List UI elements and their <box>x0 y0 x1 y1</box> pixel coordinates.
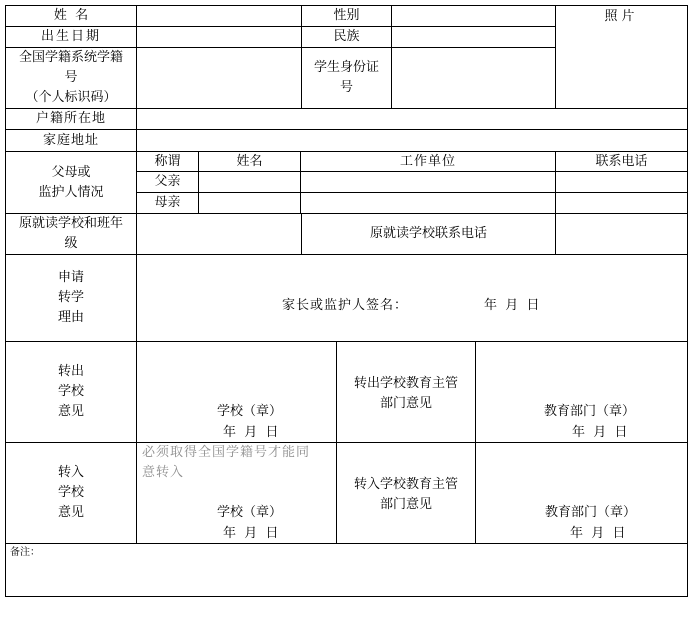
father-label: 父亲 <box>136 171 199 193</box>
father-work-field[interactable] <box>300 171 556 193</box>
out-edu-label: 转出学校教育主管 部门意见 <box>336 341 476 443</box>
home-address-label: 家庭地址 <box>5 129 137 152</box>
prev-school-phone-field[interactable] <box>555 213 688 255</box>
photo-box[interactable] <box>555 5 688 109</box>
name-label: 姓 名 <box>5 5 137 27</box>
in-school-label: 转入 学校 意见 <box>5 442 137 544</box>
birth-date-field[interactable] <box>136 26 302 48</box>
in-school-date: 年 月 日 <box>223 526 279 541</box>
father-name-field[interactable] <box>198 171 301 193</box>
guardian-name-header: 姓名 <box>198 151 301 172</box>
parent-signature-date: 年 月 日 <box>484 298 540 313</box>
gender-label: 性别 <box>301 5 392 27</box>
gender-field[interactable] <box>391 5 556 27</box>
prev-school-label: 原就读学校和班年 级 <box>5 213 137 255</box>
prev-school-phone-label: 原就读学校联系电话 <box>301 213 556 255</box>
out-school-label: 转出 学校 意见 <box>5 341 137 443</box>
prev-school-field[interactable] <box>136 213 302 255</box>
in-edu-stamp: 教育部门（章） <box>545 505 637 520</box>
mother-phone-field[interactable] <box>555 192 688 214</box>
parent-signature-label: 家长或监护人签名： <box>282 298 409 313</box>
household-label: 户籍所在地 <box>5 108 137 130</box>
mother-name-field[interactable] <box>198 192 301 214</box>
student-id-field[interactable] <box>391 47 556 109</box>
reason-label: 申请 转学 理由 <box>5 254 137 342</box>
guardian-label: 父母或 监护人情况 <box>5 151 137 214</box>
relation-header: 称谓 <box>136 151 199 172</box>
out-school-stamp: 学校（章） <box>217 404 283 419</box>
household-field[interactable] <box>136 108 688 130</box>
reason-field[interactable] <box>136 254 688 342</box>
remarks-label: 备注： <box>10 547 40 558</box>
in-edu-label: 转入学校教育主管 部门意见 <box>336 442 476 544</box>
mother-work-field[interactable] <box>300 192 556 214</box>
student-id-label: 学生身份证 号 <box>301 47 392 109</box>
in-school-stamp: 学校（章） <box>217 505 283 520</box>
in-school-note-line2: 意转入 <box>142 465 185 480</box>
father-phone-field[interactable] <box>555 171 688 193</box>
photo-label: 照片 <box>604 9 639 24</box>
out-edu-date: 年 月 日 <box>572 425 628 440</box>
name-field[interactable] <box>136 5 302 27</box>
national-id-field[interactable] <box>136 47 302 109</box>
remarks-field[interactable] <box>5 543 688 597</box>
ethnicity-label: 民族 <box>301 26 392 48</box>
work-unit-header: 工作单位 <box>300 151 556 172</box>
out-edu-stamp: 教育部门（章） <box>544 404 636 419</box>
in-school-note-line1: 必须取得全国学籍号才能同 <box>142 445 311 460</box>
ethnicity-field[interactable] <box>391 26 556 48</box>
in-edu-date: 年 月 日 <box>570 526 626 541</box>
mother-label: 母亲 <box>136 192 199 214</box>
out-school-date: 年 月 日 <box>223 425 279 440</box>
contact-phone-header: 联系电话 <box>555 151 688 172</box>
national-id-label: 全国学籍系统学籍 号 （个人标识码） <box>5 47 137 109</box>
home-address-field[interactable] <box>136 129 688 152</box>
birth-date-label: 出生日期 <box>5 26 137 48</box>
